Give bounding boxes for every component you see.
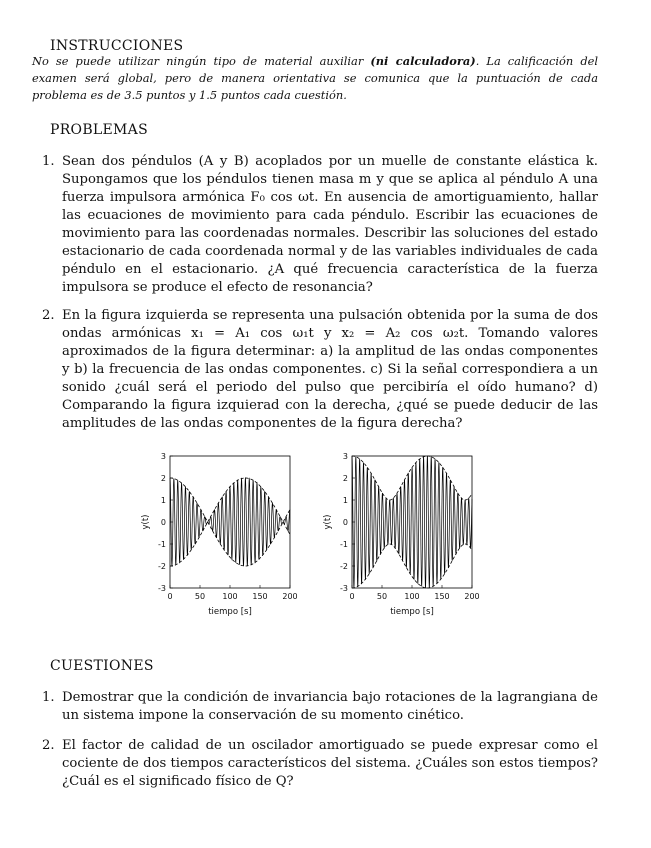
problema-2-text: En la figura izquierda se representa una pulsación obtenida por la suma de dos ondas armónicas x₁ = A₁ cos ω₁t y x₂ = A₂ cos ω₂t. Tomando valores aproximados de la figura determinar: a) la amplitud de las ondas componentes y b) la frecuencia de las ondas componentes. c) Si la señal correspondiera a un sonido ¿cuál será el periodo del pulso que percibiría el oído humano? d) Comparando la figura izquierad con la derecha, ¿qué se puede deducir de las amplitudes de las ondas componentes de la figura derecha?	[62, 308, 598, 431]
left-chart-xtick-label-3: 150	[252, 592, 268, 601]
left-chart-xtick-label-2: 100	[222, 592, 238, 601]
left-chart-xtick-label-1: 50	[194, 592, 206, 601]
problema-2	[42, 307, 598, 433]
left-chart-signal-line	[170, 478, 290, 566]
left-chart-frame	[170, 456, 290, 588]
cuestion-1-text: Demostrar que la condición de invariancia bajo rotaciones de la lagrangiana de un sistema impone la conservación de su momento cinético.	[62, 690, 598, 723]
right-chart-ytick-label-5: -2	[340, 562, 348, 571]
right-chart-ytick-label-4: -1	[340, 540, 348, 549]
problema-2-number: 2.	[42, 308, 55, 323]
right-chart-ytick-label-0: 3	[342, 452, 348, 461]
cuestion-2-number: 2.	[42, 738, 55, 753]
left-chart-xtick-label-4: 200	[282, 592, 298, 601]
right-chart-xtick-label-0: 0	[349, 592, 355, 601]
right-chart-xtick-label-3: 150	[434, 592, 450, 601]
beat-chart-left	[140, 448, 310, 623]
instrucciones-text-part1: No se puede utilizar ningún tipo de material auxiliar	[32, 54, 371, 68]
cuestiones-heading: CUESTIONES	[50, 658, 154, 674]
right-chart-xtick-label-1: 50	[376, 592, 388, 601]
problemas-heading: PROBLEMAS	[50, 122, 148, 138]
cuestion-2	[42, 737, 598, 791]
left-chart-ylabel: y(t)	[141, 514, 151, 530]
left-chart-ytick-label-0: 3	[160, 452, 166, 461]
left-chart-ytick-label-1: 2	[160, 474, 166, 483]
left-chart-ytick-label-3: 0	[160, 518, 166, 527]
right-chart-ytick-label-3: 0	[342, 518, 348, 527]
right-chart-xtick-label-2: 100	[404, 592, 420, 601]
left-chart-xlabel: tiempo [s]	[208, 607, 252, 617]
right-chart-xlabel: tiempo [s]	[390, 607, 434, 617]
right-chart-xtick-label-4: 200	[464, 592, 480, 601]
left-chart-ytick-label-5: -2	[158, 562, 166, 571]
cuestion-1-number: 1.	[42, 690, 55, 705]
problema-1	[42, 153, 598, 297]
cuestion-2-text: El factor de calidad de un oscilador amortiguado se puede expresar como el cociente de dos tiempos característicos del sistema. ¿Cuáles son estos tiempos? ¿Cuál es el significado físico de Q?	[62, 738, 598, 789]
problema-1-text: Sean dos péndulos (A y B) acoplados por un muelle de constante elástica k. Supongamos que los péndulos tienen masa m y que se aplica al péndulo A una fuerza impulsora armónica F₀ cos ωt. En ausencia de amortiguamiento, hallar las ecuaciones de movimiento para cada péndulo. Escribir las ecuaciones de movimiento para las coordenadas normales. Describir las soluciones del estado estacionario de cada coordenada normal y de las variables individuales de cada péndulo en el estacionario. ¿A qué frecuencia característica de la fuerza impulsora se produce el efecto de resonancia?	[62, 154, 598, 295]
problema-1-number: 1.	[42, 154, 55, 169]
left-chart-ytick-label-6: -3	[158, 584, 166, 593]
left-chart-ytick-label-2: 1	[160, 496, 166, 505]
left-chart-ytick-label-4: -1	[158, 540, 166, 549]
left-chart-xtick-label-0: 0	[167, 592, 173, 601]
right-chart-ytick-label-2: 1	[342, 496, 348, 505]
cuestion-1	[42, 689, 598, 725]
right-chart-ylabel: y(t)	[323, 514, 333, 530]
right-chart-ytick-label-1: 2	[342, 474, 348, 483]
beat-chart-right	[322, 448, 492, 623]
right-chart-ytick-label-6: -3	[340, 584, 348, 593]
right-chart-signal-line	[352, 456, 472, 588]
instrucciones-text	[32, 53, 598, 104]
instrucciones-text-part2: . La calificación del examen será global, pero de manera orientativa se comunica que la puntuación de cada problema es de 3.5 puntos y 1.5 puntos cada cuestión.	[32, 54, 598, 102]
instrucciones-heading: INSTRUCCIONES	[50, 38, 184, 54]
instrucciones-bold: (ni calculadora)	[370, 54, 476, 68]
